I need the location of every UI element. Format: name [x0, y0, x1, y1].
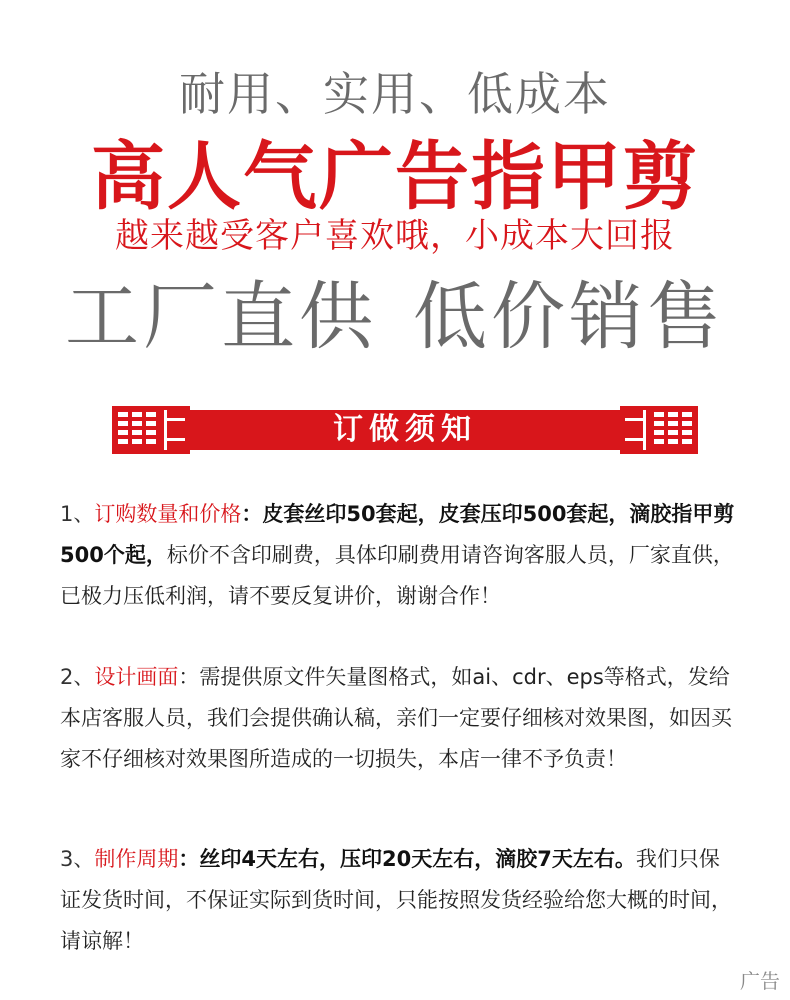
notice-text: 标价不含印刷费，具体印刷费用请咨询客服人员，厂家直供，已极力压低利润，请不要反复讲价，谢谢合作！	[60, 543, 734, 608]
banner-right-ornament	[620, 406, 698, 454]
notice-heading: 订购数量和价格	[94, 502, 242, 526]
banner-left-ornament	[112, 406, 190, 454]
hero-slogan-right: 低价销售	[413, 274, 725, 360]
banner-title: 订做须知	[190, 410, 620, 450]
notice-bold-text: 丝印4天左右，压印20天左右，滴胶7天左右。	[199, 847, 636, 871]
notice-item-design	[60, 657, 740, 780]
notice-banner	[112, 406, 698, 454]
notice-item-production-cycle	[60, 839, 740, 962]
notice-bold-text: 皮套丝印50套起，皮套压印500套起，滴胶指甲剪500个起，	[60, 502, 735, 567]
hero-tagline: 耐用、实用、低成本	[179, 67, 611, 121]
notice-heading: 制作周期	[94, 847, 179, 871]
hero-title: 高人气广告指甲剪	[91, 134, 699, 220]
notice-text: 需提供原文件矢量图格式，如ai、cdr、eps等格式，发给本店客服人员，我们会提供确认稿，亲们一定要仔细核对效果图，如因买家不仔细核对效果图所造成的一切损失，本店一律不予负责！	[60, 665, 732, 771]
ad-label: 广告	[740, 969, 780, 993]
hero-subtitle: 越来越受客户喜欢哦，小成本大回报	[115, 216, 675, 256]
hero-slogan-left: 工厂直供	[65, 274, 377, 360]
notice-colon: ：	[241, 502, 263, 526]
notice-heading: 设计画面	[94, 665, 179, 689]
notice-colon: ：	[178, 847, 200, 871]
notice-number: 3、	[60, 847, 95, 871]
notice-item-quantity-price	[60, 494, 740, 617]
hero-slogan	[0, 258, 790, 364]
notice-number: 2、	[60, 665, 95, 689]
notice-colon: ：	[178, 665, 200, 689]
notice-number: 1、	[60, 502, 95, 526]
notice-text: 我们只保证发货时间，不保证实际到货时间，只能按照发货经验给您大概的时间，请谅解！	[60, 847, 732, 953]
